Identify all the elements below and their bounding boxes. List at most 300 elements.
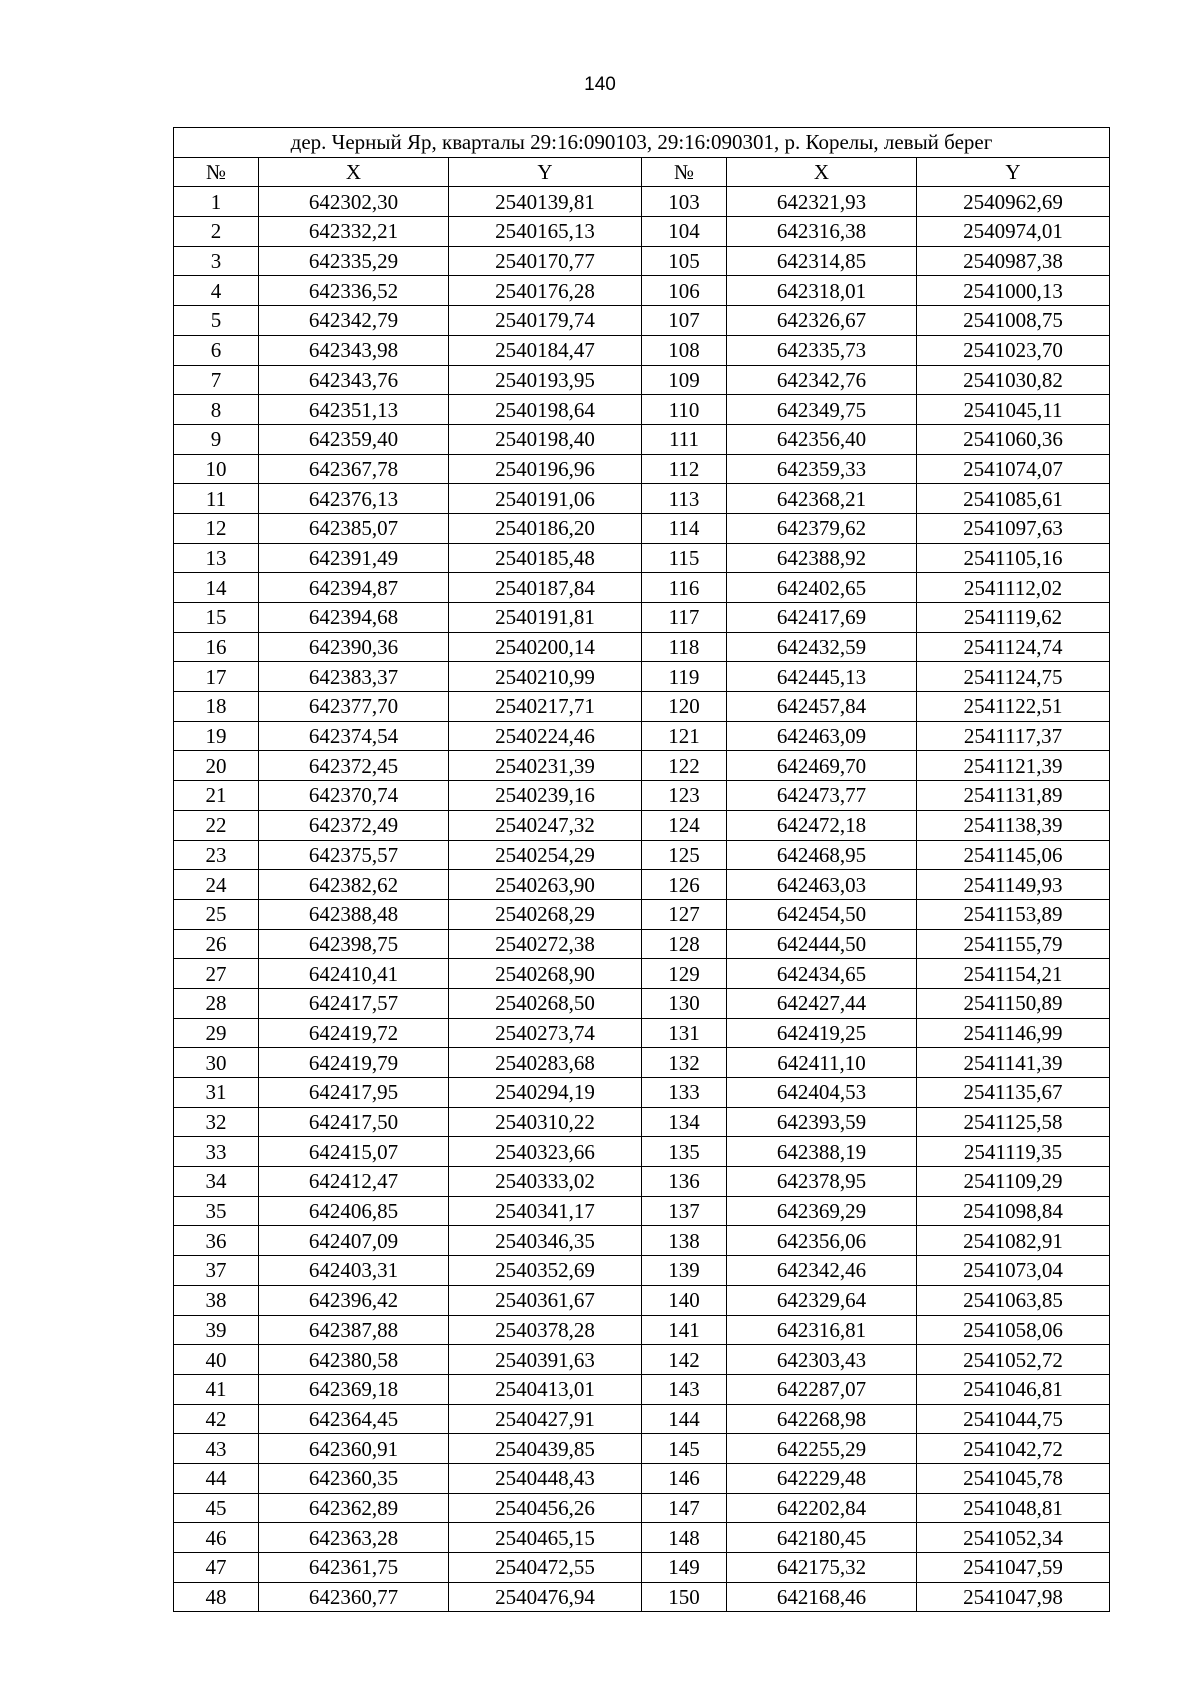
point-number-left: 5 [174, 306, 259, 336]
x-coordinate-right: 642316,81 [727, 1315, 917, 1345]
y-coordinate-right: 2541124,74 [917, 632, 1110, 662]
point-number-left: 33 [174, 1137, 259, 1167]
point-number-right: 150 [642, 1582, 727, 1612]
point-number-right: 137 [642, 1196, 727, 1226]
table-row [174, 454, 1110, 484]
x-coordinate-left: 642343,76 [259, 365, 449, 395]
x-coordinate-left: 642417,57 [259, 988, 449, 1018]
y-coordinate-left: 2540210,99 [449, 662, 642, 692]
point-number-left: 15 [174, 603, 259, 633]
table-row [174, 1463, 1110, 1493]
y-coordinate-right: 2540974,01 [917, 217, 1110, 247]
point-number-right: 107 [642, 306, 727, 336]
table-caption: дер. Черный Яр, кварталы 29:16:090103, 29:16:090301, р. Корелы, левый берег [174, 128, 1110, 158]
point-number-left: 6 [174, 335, 259, 365]
point-number-left: 28 [174, 988, 259, 1018]
point-number-left: 32 [174, 1107, 259, 1137]
table-row [174, 1434, 1110, 1464]
y-coordinate-right: 2541098,84 [917, 1196, 1110, 1226]
y-coordinate-left: 2540231,39 [449, 751, 642, 781]
point-number-right: 127 [642, 899, 727, 929]
x-coordinate-left: 642367,78 [259, 454, 449, 484]
x-coordinate-right: 642419,25 [727, 1018, 917, 1048]
x-coordinate-left: 642380,58 [259, 1345, 449, 1375]
x-coordinate-left: 642407,09 [259, 1226, 449, 1256]
y-coordinate-right: 2541121,39 [917, 751, 1110, 781]
table-row [174, 1315, 1110, 1345]
table-row [174, 1107, 1110, 1137]
table-row [174, 1048, 1110, 1078]
table-row [174, 306, 1110, 336]
table-row [174, 1285, 1110, 1315]
table-row [174, 899, 1110, 929]
y-coordinate-left: 2540273,74 [449, 1018, 642, 1048]
column-header-y-right: Y [917, 157, 1110, 187]
y-coordinate-right: 2541042,72 [917, 1434, 1110, 1464]
table-row [174, 781, 1110, 811]
x-coordinate-right: 642379,62 [727, 513, 917, 543]
point-number-left: 22 [174, 810, 259, 840]
y-coordinate-left: 2540198,64 [449, 395, 642, 425]
x-coordinate-left: 642410,41 [259, 959, 449, 989]
point-number-left: 42 [174, 1404, 259, 1434]
table-row [174, 1374, 1110, 1404]
x-coordinate-right: 642463,09 [727, 721, 917, 751]
y-coordinate-left: 2540476,94 [449, 1582, 642, 1612]
y-coordinate-right: 2541023,70 [917, 335, 1110, 365]
x-coordinate-left: 642370,74 [259, 781, 449, 811]
point-number-right: 134 [642, 1107, 727, 1137]
y-coordinate-left: 2540186,20 [449, 513, 642, 543]
x-coordinate-right: 642472,18 [727, 810, 917, 840]
y-coordinate-right: 2541119,35 [917, 1137, 1110, 1167]
point-number-left: 16 [174, 632, 259, 662]
x-coordinate-left: 642335,29 [259, 246, 449, 276]
x-coordinate-left: 642382,62 [259, 870, 449, 900]
point-number-left: 27 [174, 959, 259, 989]
y-coordinate-left: 2540413,01 [449, 1374, 642, 1404]
table-row [174, 1137, 1110, 1167]
y-coordinate-right: 2541150,89 [917, 988, 1110, 1018]
x-coordinate-left: 642387,88 [259, 1315, 449, 1345]
y-coordinate-right: 2540962,69 [917, 187, 1110, 217]
x-coordinate-left: 642374,54 [259, 721, 449, 751]
x-coordinate-left: 642394,87 [259, 573, 449, 603]
point-number-left: 14 [174, 573, 259, 603]
y-coordinate-right: 2541117,37 [917, 721, 1110, 751]
x-coordinate-right: 642469,70 [727, 751, 917, 781]
x-coordinate-left: 642361,75 [259, 1553, 449, 1583]
y-coordinate-right: 2541141,39 [917, 1048, 1110, 1078]
x-coordinate-left: 642376,13 [259, 484, 449, 514]
x-coordinate-right: 642180,45 [727, 1523, 917, 1553]
x-coordinate-right: 642356,06 [727, 1226, 917, 1256]
y-coordinate-right: 2541052,72 [917, 1345, 1110, 1375]
point-number-right: 104 [642, 217, 727, 247]
point-number-right: 129 [642, 959, 727, 989]
x-coordinate-left: 642377,70 [259, 692, 449, 722]
table-row [174, 335, 1110, 365]
x-coordinate-right: 642303,43 [727, 1345, 917, 1375]
point-number-right: 132 [642, 1048, 727, 1078]
y-coordinate-left: 2540179,74 [449, 306, 642, 336]
y-coordinate-left: 2540198,40 [449, 424, 642, 454]
x-coordinate-left: 642412,47 [259, 1167, 449, 1197]
table-row [174, 395, 1110, 425]
point-number-right: 128 [642, 929, 727, 959]
y-coordinate-left: 2540254,29 [449, 840, 642, 870]
point-number-right: 130 [642, 988, 727, 1018]
x-coordinate-right: 642175,32 [727, 1553, 917, 1583]
y-coordinate-left: 2540239,16 [449, 781, 642, 811]
table-row [174, 929, 1110, 959]
y-coordinate-left: 2540465,15 [449, 1523, 642, 1553]
y-coordinate-right: 2541060,36 [917, 424, 1110, 454]
y-coordinate-left: 2540472,55 [449, 1553, 642, 1583]
x-coordinate-right: 642349,75 [727, 395, 917, 425]
x-coordinate-right: 642388,19 [727, 1137, 917, 1167]
y-coordinate-right: 2541047,98 [917, 1582, 1110, 1612]
x-coordinate-right: 642229,48 [727, 1463, 917, 1493]
column-header-x-left: X [259, 157, 449, 187]
x-coordinate-left: 642336,52 [259, 276, 449, 306]
point-number-right: 106 [642, 276, 727, 306]
x-coordinate-right: 642356,40 [727, 424, 917, 454]
y-coordinate-left: 2540427,91 [449, 1404, 642, 1434]
point-number-left: 24 [174, 870, 259, 900]
table-row [174, 1018, 1110, 1048]
x-coordinate-right: 642369,29 [727, 1196, 917, 1226]
table-row [174, 1553, 1110, 1583]
table-row [174, 632, 1110, 662]
y-coordinate-left: 2540391,63 [449, 1345, 642, 1375]
y-coordinate-left: 2540185,48 [449, 543, 642, 573]
y-coordinate-right: 2541138,39 [917, 810, 1110, 840]
table-row [174, 840, 1110, 870]
x-coordinate-right: 642368,21 [727, 484, 917, 514]
x-coordinate-right: 642432,59 [727, 632, 917, 662]
y-coordinate-left: 2540196,96 [449, 454, 642, 484]
y-coordinate-left: 2540283,68 [449, 1048, 642, 1078]
point-number-left: 45 [174, 1493, 259, 1523]
point-number-left: 13 [174, 543, 259, 573]
table-row [174, 1582, 1110, 1612]
y-coordinate-left: 2540247,32 [449, 810, 642, 840]
y-coordinate-right: 2541044,75 [917, 1404, 1110, 1434]
point-number-right: 114 [642, 513, 727, 543]
point-number-right: 147 [642, 1493, 727, 1523]
x-coordinate-right: 642463,03 [727, 870, 917, 900]
y-coordinate-right: 2541146,99 [917, 1018, 1110, 1048]
x-coordinate-left: 642369,18 [259, 1374, 449, 1404]
y-coordinate-right: 2541124,75 [917, 662, 1110, 692]
point-number-left: 46 [174, 1523, 259, 1553]
point-number-left: 35 [174, 1196, 259, 1226]
y-coordinate-right: 2541082,91 [917, 1226, 1110, 1256]
y-coordinate-left: 2540176,28 [449, 276, 642, 306]
y-coordinate-left: 2540333,02 [449, 1167, 642, 1197]
x-coordinate-left: 642343,98 [259, 335, 449, 365]
x-coordinate-left: 642383,37 [259, 662, 449, 692]
point-number-left: 2 [174, 217, 259, 247]
point-number-right: 141 [642, 1315, 727, 1345]
x-coordinate-left: 642360,91 [259, 1434, 449, 1464]
y-coordinate-left: 2540272,38 [449, 929, 642, 959]
y-coordinate-left: 2540294,19 [449, 1078, 642, 1108]
x-coordinate-right: 642417,69 [727, 603, 917, 633]
y-coordinate-right: 2541153,89 [917, 899, 1110, 929]
x-coordinate-left: 642415,07 [259, 1137, 449, 1167]
y-coordinate-left: 2540263,90 [449, 870, 642, 900]
y-coordinate-right: 2541131,89 [917, 781, 1110, 811]
x-coordinate-right: 642342,46 [727, 1256, 917, 1286]
x-coordinate-left: 642388,48 [259, 899, 449, 929]
x-coordinate-left: 642375,57 [259, 840, 449, 870]
y-coordinate-right: 2541063,85 [917, 1285, 1110, 1315]
y-coordinate-right: 2541073,04 [917, 1256, 1110, 1286]
point-number-right: 122 [642, 751, 727, 781]
column-header-number-right: № [642, 157, 727, 187]
column-header-number-left: № [174, 157, 259, 187]
y-coordinate-right: 2541058,06 [917, 1315, 1110, 1345]
y-coordinate-left: 2540439,85 [449, 1434, 642, 1464]
point-number-right: 145 [642, 1434, 727, 1464]
x-coordinate-right: 642378,95 [727, 1167, 917, 1197]
point-number-left: 25 [174, 899, 259, 929]
point-number-right: 142 [642, 1345, 727, 1375]
point-number-right: 109 [642, 365, 727, 395]
x-coordinate-left: 642360,77 [259, 1582, 449, 1612]
y-coordinate-left: 2540323,66 [449, 1137, 642, 1167]
point-number-right: 149 [642, 1553, 727, 1583]
x-coordinate-left: 642419,79 [259, 1048, 449, 1078]
table-row [174, 276, 1110, 306]
table-row [174, 543, 1110, 573]
point-number-left: 40 [174, 1345, 259, 1375]
y-coordinate-right: 2540987,38 [917, 246, 1110, 276]
table-row [174, 187, 1110, 217]
x-coordinate-left: 642342,79 [259, 306, 449, 336]
point-number-right: 125 [642, 840, 727, 870]
x-coordinate-left: 642419,72 [259, 1018, 449, 1048]
table-row [174, 1226, 1110, 1256]
y-coordinate-right: 2541145,06 [917, 840, 1110, 870]
y-coordinate-right: 2541112,02 [917, 573, 1110, 603]
point-number-right: 115 [642, 543, 727, 573]
x-coordinate-left: 642403,31 [259, 1256, 449, 1286]
x-coordinate-right: 642202,84 [727, 1493, 917, 1523]
point-number-left: 20 [174, 751, 259, 781]
table-row [174, 1404, 1110, 1434]
y-coordinate-left: 2540361,67 [449, 1285, 642, 1315]
table-row [174, 1196, 1110, 1226]
y-coordinate-left: 2540170,77 [449, 246, 642, 276]
x-coordinate-right: 642393,59 [727, 1107, 917, 1137]
table-row [174, 692, 1110, 722]
table-row [174, 484, 1110, 514]
point-number-left: 34 [174, 1167, 259, 1197]
point-number-right: 131 [642, 1018, 727, 1048]
x-coordinate-right: 642457,84 [727, 692, 917, 722]
x-coordinate-left: 642372,49 [259, 810, 449, 840]
point-number-right: 119 [642, 662, 727, 692]
point-number-right: 144 [642, 1404, 727, 1434]
x-coordinate-left: 642363,28 [259, 1523, 449, 1553]
x-coordinate-right: 642335,73 [727, 335, 917, 365]
x-coordinate-right: 642268,98 [727, 1404, 917, 1434]
x-coordinate-left: 642390,36 [259, 632, 449, 662]
point-number-left: 10 [174, 454, 259, 484]
y-coordinate-right: 2541155,79 [917, 929, 1110, 959]
point-number-right: 143 [642, 1374, 727, 1404]
y-coordinate-left: 2540378,28 [449, 1315, 642, 1345]
table-row [174, 424, 1110, 454]
point-number-right: 146 [642, 1463, 727, 1493]
point-number-right: 126 [642, 870, 727, 900]
x-coordinate-right: 642434,65 [727, 959, 917, 989]
point-number-right: 123 [642, 781, 727, 811]
y-coordinate-right: 2541085,61 [917, 484, 1110, 514]
y-coordinate-right: 2541045,11 [917, 395, 1110, 425]
point-number-right: 117 [642, 603, 727, 633]
x-coordinate-left: 642364,45 [259, 1404, 449, 1434]
x-coordinate-right: 642321,93 [727, 187, 917, 217]
x-coordinate-left: 642359,40 [259, 424, 449, 454]
x-coordinate-right: 642473,77 [727, 781, 917, 811]
x-coordinate-left: 642396,42 [259, 1285, 449, 1315]
table-body [174, 187, 1110, 1612]
y-coordinate-left: 2540456,26 [449, 1493, 642, 1523]
point-number-right: 105 [642, 246, 727, 276]
y-coordinate-left: 2540310,22 [449, 1107, 642, 1137]
y-coordinate-right: 2541045,78 [917, 1463, 1110, 1493]
y-coordinate-left: 2540224,46 [449, 721, 642, 751]
point-number-right: 133 [642, 1078, 727, 1108]
x-coordinate-right: 642359,33 [727, 454, 917, 484]
y-coordinate-left: 2540187,84 [449, 573, 642, 603]
point-number-left: 48 [174, 1582, 259, 1612]
table-row [174, 246, 1110, 276]
table-row [174, 1078, 1110, 1108]
point-number-left: 39 [174, 1315, 259, 1345]
point-number-left: 11 [174, 484, 259, 514]
table-row [174, 1523, 1110, 1553]
y-coordinate-left: 2540200,14 [449, 632, 642, 662]
point-number-right: 118 [642, 632, 727, 662]
x-coordinate-left: 642406,85 [259, 1196, 449, 1226]
y-coordinate-left: 2540268,90 [449, 959, 642, 989]
x-coordinate-right: 642326,67 [727, 306, 917, 336]
column-header-x-right: X [727, 157, 917, 187]
y-coordinate-right: 2541000,13 [917, 276, 1110, 306]
y-coordinate-right: 2541109,29 [917, 1167, 1110, 1197]
y-coordinate-left: 2540341,17 [449, 1196, 642, 1226]
y-coordinate-left: 2540268,50 [449, 988, 642, 1018]
point-number-right: 135 [642, 1137, 727, 1167]
point-number-right: 140 [642, 1285, 727, 1315]
x-coordinate-right: 642411,10 [727, 1048, 917, 1078]
x-coordinate-right: 642468,95 [727, 840, 917, 870]
y-coordinate-right: 2541135,67 [917, 1078, 1110, 1108]
point-number-left: 21 [174, 781, 259, 811]
y-coordinate-right: 2541149,93 [917, 870, 1110, 900]
y-coordinate-left: 2540184,47 [449, 335, 642, 365]
x-coordinate-right: 642318,01 [727, 276, 917, 306]
point-number-right: 108 [642, 335, 727, 365]
table-row [174, 365, 1110, 395]
y-coordinate-right: 2541154,21 [917, 959, 1110, 989]
point-number-right: 148 [642, 1523, 727, 1553]
point-number-left: 12 [174, 513, 259, 543]
point-number-left: 29 [174, 1018, 259, 1048]
table-row [174, 988, 1110, 1018]
y-coordinate-left: 2540268,29 [449, 899, 642, 929]
point-number-right: 139 [642, 1256, 727, 1286]
table-row [174, 1493, 1110, 1523]
y-coordinate-left: 2540139,81 [449, 187, 642, 217]
x-coordinate-right: 642388,92 [727, 543, 917, 573]
x-coordinate-left: 642351,13 [259, 395, 449, 425]
table-row [174, 513, 1110, 543]
point-number-left: 18 [174, 692, 259, 722]
point-number-left: 31 [174, 1078, 259, 1108]
y-coordinate-right: 2541074,07 [917, 454, 1110, 484]
table-header-row [174, 157, 1110, 187]
point-number-right: 103 [642, 187, 727, 217]
x-coordinate-left: 642362,89 [259, 1493, 449, 1523]
y-coordinate-right: 2541046,81 [917, 1374, 1110, 1404]
point-number-left: 26 [174, 929, 259, 959]
table-row [174, 721, 1110, 751]
x-coordinate-right: 642168,46 [727, 1582, 917, 1612]
table-row [174, 603, 1110, 633]
x-coordinate-left: 642372,45 [259, 751, 449, 781]
point-number-left: 36 [174, 1226, 259, 1256]
point-number-right: 110 [642, 395, 727, 425]
x-coordinate-right: 642404,53 [727, 1078, 917, 1108]
point-number-left: 4 [174, 276, 259, 306]
x-coordinate-right: 642427,44 [727, 988, 917, 1018]
point-number-right: 124 [642, 810, 727, 840]
x-coordinate-right: 642454,50 [727, 899, 917, 929]
x-coordinate-left: 642417,95 [259, 1078, 449, 1108]
point-number-left: 43 [174, 1434, 259, 1464]
page-number: 140 [584, 74, 616, 95]
x-coordinate-right: 642444,50 [727, 929, 917, 959]
x-coordinate-left: 642398,75 [259, 929, 449, 959]
table-row [174, 1167, 1110, 1197]
x-coordinate-right: 642342,76 [727, 365, 917, 395]
table-row [174, 662, 1110, 692]
point-number-right: 112 [642, 454, 727, 484]
table-caption-row [174, 128, 1110, 158]
table-row [174, 217, 1110, 247]
point-number-left: 23 [174, 840, 259, 870]
table-row [174, 1256, 1110, 1286]
x-coordinate-left: 642394,68 [259, 603, 449, 633]
y-coordinate-left: 2540448,43 [449, 1463, 642, 1493]
y-coordinate-left: 2540346,35 [449, 1226, 642, 1256]
y-coordinate-right: 2541119,62 [917, 603, 1110, 633]
point-number-left: 44 [174, 1463, 259, 1493]
point-number-right: 136 [642, 1167, 727, 1197]
table-row [174, 870, 1110, 900]
y-coordinate-right: 2541008,75 [917, 306, 1110, 336]
point-number-left: 7 [174, 365, 259, 395]
point-number-left: 8 [174, 395, 259, 425]
y-coordinate-left: 2540165,13 [449, 217, 642, 247]
column-header-y-left: Y [449, 157, 642, 187]
